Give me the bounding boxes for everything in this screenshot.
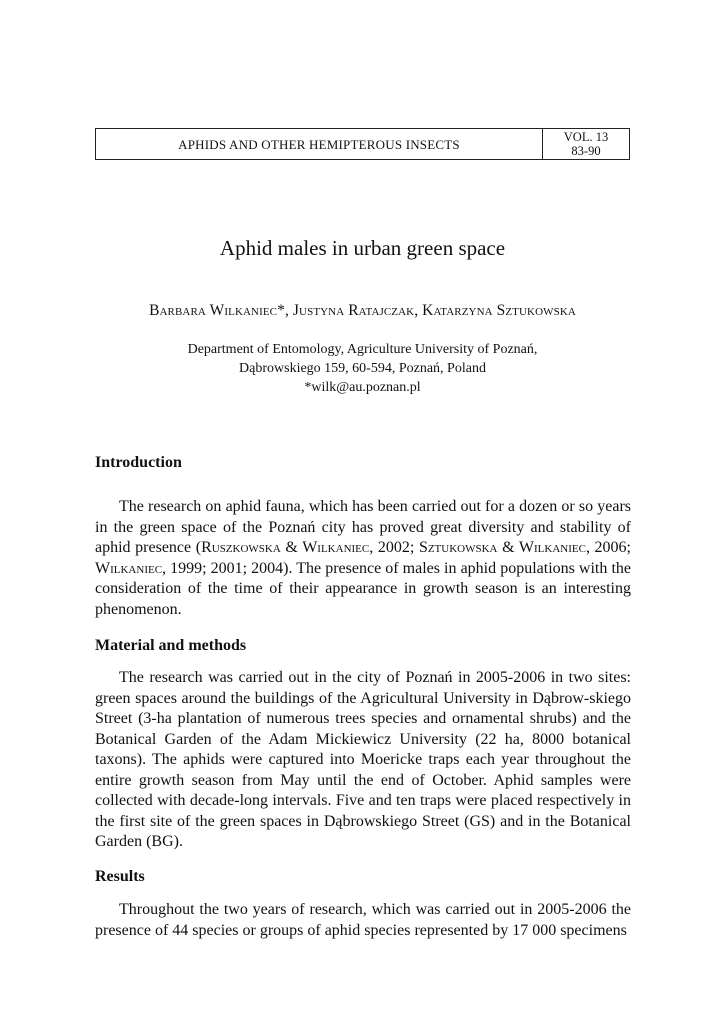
intro-text: , 2002; bbox=[369, 539, 419, 556]
citation: Sztukowska & Wilkaniec bbox=[418, 539, 586, 556]
introduction-paragraph bbox=[95, 497, 631, 620]
results-paragraph: Throughout the two years of research, which was carried out in 2005-2006 the presence of 44 species or groups of aphid species represented by 17 000 specimens bbox=[95, 901, 631, 939]
paper-title: Aphid males in urban green space bbox=[219, 236, 506, 260]
journal-name: APHIDS AND OTHER HEMIPTEROUS INSECTS bbox=[178, 137, 460, 152]
intro-text: The research on aphid fauna, which has been carried out for a dozen or so years in the green space of the Poznań city has proved great diversity and stability of aphid presence ( bbox=[95, 498, 631, 556]
intro-text: , 1999; 2001; 2004). The presence of males in aphid populations with the consideration of the time of their appearance in growth season is an interesting phenomenon. bbox=[95, 559, 631, 618]
section-heading-results: Results bbox=[95, 868, 145, 885]
author-3: Katarzyna Sztukowska bbox=[422, 302, 576, 319]
author-2: Justyna Ratajczak bbox=[292, 302, 415, 319]
citation: Ruszkowska & Wilkaniec bbox=[201, 539, 370, 556]
author-list bbox=[0, 302, 725, 320]
author-1: Barbara Wilkaniec* bbox=[149, 302, 285, 319]
affiliation-email: *wilk@au.poznan.pl bbox=[304, 380, 421, 395]
author-separator: , bbox=[414, 302, 423, 319]
author-separator: , bbox=[284, 302, 293, 319]
affiliation bbox=[0, 340, 725, 397]
affiliation-department: Department of Entomology, Agriculture University of Poznań, bbox=[187, 342, 538, 357]
citation: Wilkaniec bbox=[95, 559, 163, 577]
section-heading-methods: Material and methods bbox=[95, 637, 247, 654]
journal-header bbox=[95, 128, 630, 160]
volume-number: VOL. 13 bbox=[563, 130, 609, 144]
intro-text: , 2006; bbox=[585, 539, 632, 556]
volume-box bbox=[542, 129, 629, 159]
section-heading-introduction: Introduction bbox=[95, 454, 182, 471]
methods-paragraph: The research was carried out in the city of Poznań in 2005-2006 in two sites: green spaces around the buildings of the Agricultural University in Dąbrow-skiego Street (3-ha plantation of numerous trees species and ornamental shrubs) and the Botanical Garden of the Adam Mickiewicz University (22 ha, 8000 botanical taxons). The aphids were captured into Moericke traps each year throughout the entire growth season from May until the end of October. Aphid samples were collected with decade-long intervals. Five and ten traps were placed respectively in the first site of the green spaces in Dąbrowskiego Street (GS) and in the Botanical Garden (BG). bbox=[95, 669, 631, 850]
page-range: 83-90 bbox=[571, 144, 601, 158]
affiliation-address: Dąbrowskiego 159, 60-594, Poznań, Poland bbox=[239, 361, 486, 376]
